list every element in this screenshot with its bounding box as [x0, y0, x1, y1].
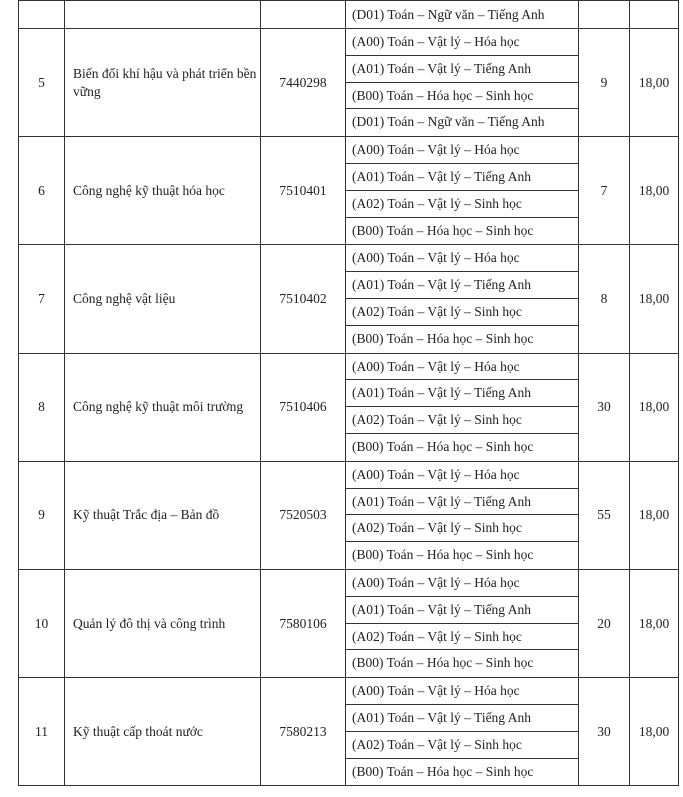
subject-combo: (A00) Toán – Vật lý – Hóa học	[346, 29, 578, 56]
table-row	[19, 245, 679, 353]
cell-score: 18,00	[630, 569, 679, 677]
cell-major-name: Kỹ thuật cấp thoát nước	[65, 678, 261, 786]
cell-major-code	[261, 1, 346, 29]
admissions-table	[18, 0, 679, 786]
table-row	[19, 137, 679, 245]
cell-quota	[579, 1, 630, 29]
subject-combo: (A02) Toán – Vật lý – Sinh học	[346, 299, 578, 326]
cell-major-name: Công nghệ kỹ thuật môi trường	[65, 353, 261, 461]
cell-subject-combos	[346, 137, 579, 245]
cell-quota: 7	[579, 137, 630, 245]
cell-major-code: 7510406	[261, 353, 346, 461]
cell-no: 10	[19, 569, 65, 677]
cell-subject-combos	[346, 29, 579, 137]
subject-combo: (A00) Toán – Vật lý – Hóa học	[346, 137, 578, 164]
cell-subject-combos	[346, 461, 579, 569]
cell-major-name: Quản lý đô thị và công trình	[65, 569, 261, 677]
subject-combo: (A01) Toán – Vật lý – Tiếng Anh	[346, 56, 578, 83]
subject-combo: (A00) Toán – Vật lý – Hóa học	[346, 354, 578, 381]
cell-major-code: 7580213	[261, 678, 346, 786]
cell-quota: 20	[579, 569, 630, 677]
cell-no: 5	[19, 29, 65, 137]
subject-combo: (B00) Toán – Hóa học – Sinh học	[352, 547, 534, 563]
cell-major-code: 7440298	[261, 29, 346, 137]
cell-score: 18,00	[630, 461, 679, 569]
cell-subject-combos	[346, 678, 579, 786]
cell-score: 18,00	[630, 678, 679, 786]
table-row	[19, 569, 679, 677]
cell-no: 8	[19, 353, 65, 461]
subject-combo: (D01) Toán – Ngữ văn – Tiếng Anh	[352, 7, 545, 22]
cell-quota: 9	[579, 29, 630, 137]
subject-combo: (B00) Toán – Hóa học – Sinh học	[346, 83, 578, 110]
cell-score: 18,00	[630, 137, 679, 245]
subject-combo: (A00) Toán – Vật lý – Hóa học	[346, 462, 578, 489]
cell-major-name: Biến đổi khí hậu và phát triển bền vững	[65, 29, 261, 137]
subject-combo: (D01) Toán – Ngữ văn – Tiếng Anh	[352, 114, 545, 130]
subject-combo: (A01) Toán – Vật lý – Tiếng Anh	[346, 705, 578, 732]
table-row-partial	[19, 1, 679, 29]
cell-subject-combos	[346, 569, 579, 677]
cell-score: 18,00	[630, 353, 679, 461]
subject-combo: (A02) Toán – Vật lý – Sinh học	[346, 515, 578, 542]
subject-combo: (A01) Toán – Vật lý – Tiếng Anh	[346, 489, 578, 516]
subject-combo: (A01) Toán – Vật lý – Tiếng Anh	[346, 597, 578, 624]
cell-no: 6	[19, 137, 65, 245]
cell-major-name	[65, 1, 261, 29]
subject-combo: (B00) Toán – Hóa học – Sinh học	[352, 763, 534, 779]
subject-combo: (A02) Toán – Vật lý – Sinh học	[346, 191, 578, 218]
cell-subject-combos	[346, 245, 579, 353]
subject-combo: (A01) Toán – Vật lý – Tiếng Anh	[346, 272, 578, 299]
subject-combo: (A01) Toán – Vật lý – Tiếng Anh	[346, 380, 578, 407]
cell-major-code: 7510402	[261, 245, 346, 353]
cell-quota: 8	[579, 245, 630, 353]
subject-combo: (B00) Toán – Hóa học – Sinh học	[352, 438, 534, 454]
cell-no: 7	[19, 245, 65, 353]
cell-subject-combos	[346, 353, 579, 461]
table-row	[19, 29, 679, 137]
cell-quota: 30	[579, 353, 630, 461]
cell-quota: 55	[579, 461, 630, 569]
table-row	[19, 678, 679, 786]
cell-no: 11	[19, 678, 65, 786]
subject-combo: (A00) Toán – Vật lý – Hóa học	[346, 570, 578, 597]
cell-no	[19, 1, 65, 29]
cell-score: 18,00	[630, 29, 679, 137]
subject-combo: (A00) Toán – Vật lý – Hóa học	[346, 245, 578, 272]
table-row	[19, 461, 679, 569]
subject-combo: (A01) Toán – Vật lý – Tiếng Anh	[346, 164, 578, 191]
cell-major-code: 7580106	[261, 569, 346, 677]
cell-major-name: Công nghệ vật liệu	[65, 245, 261, 353]
subject-combo: (B00) Toán – Hóa học – Sinh học	[352, 330, 534, 346]
cell-major-name: Công nghệ kỹ thuật hóa học	[65, 137, 261, 245]
cell-subject-combos	[346, 1, 579, 29]
cell-major-code: 7510401	[261, 137, 346, 245]
subject-combo: (B00) Toán – Hóa học – Sinh học	[352, 655, 534, 671]
cell-score: 18,00	[630, 245, 679, 353]
subject-combo: (A00) Toán – Vật lý – Hóa học	[346, 678, 578, 705]
cell-quota: 30	[579, 678, 630, 786]
subject-combo: (A02) Toán – Vật lý – Sinh học	[346, 407, 578, 434]
subject-combo: (B00) Toán – Hóa học – Sinh học	[352, 222, 534, 238]
subject-combo: (A02) Toán – Vật lý – Sinh học	[346, 624, 578, 651]
table-row	[19, 353, 679, 461]
cell-major-name: Kỹ thuật Trắc địa – Bản đồ	[65, 461, 261, 569]
admissions-table-body	[19, 1, 679, 786]
cell-no: 9	[19, 461, 65, 569]
subject-combo: (A02) Toán – Vật lý – Sinh học	[346, 732, 578, 759]
cell-major-code: 7520503	[261, 461, 346, 569]
cell-score	[630, 1, 679, 29]
